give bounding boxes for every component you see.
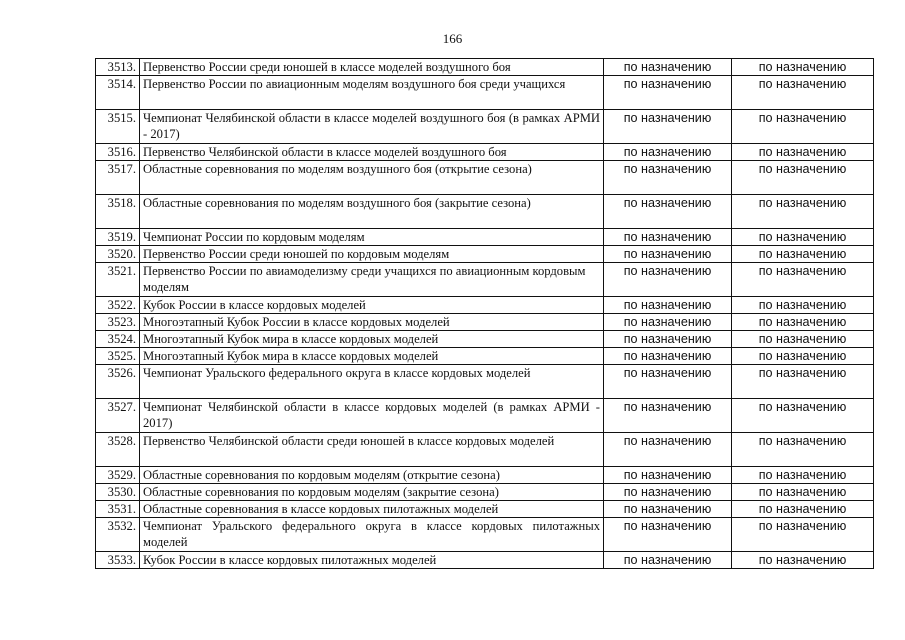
event-title: Областные соревнования в классе кордовых пилотажных моделей (140, 501, 604, 518)
venue-value: по назначению (732, 399, 874, 433)
venue-value: по назначению (732, 59, 874, 76)
table-row (96, 365, 874, 399)
schedule-value: по назначению (604, 297, 732, 314)
table-row (96, 501, 874, 518)
schedule-value: по назначению (604, 161, 732, 195)
event-title: Областные соревнования по моделям воздушного боя (закрытие сезона) (140, 195, 604, 229)
row-number: 3524. (96, 331, 140, 348)
event-title: Первенство России по авиамоделизму среди учащихся по авиационным кордовым моделям (140, 263, 604, 297)
schedule-value: по назначению (604, 331, 732, 348)
venue-value: по назначению (732, 195, 874, 229)
event-title: Первенство России среди юношей в классе моделей воздушного боя (140, 59, 604, 76)
table-row (96, 76, 874, 110)
event-title: Кубок России в классе кордовых пилотажных моделей (140, 552, 604, 569)
event-title: Многоэтапный Кубок мира в классе кордовых моделей (140, 331, 604, 348)
venue-value: по назначению (732, 331, 874, 348)
row-number: 3513. (96, 59, 140, 76)
table-row (96, 263, 874, 297)
event-title: Многоэтапный Кубок мира в классе кордовых моделей (140, 348, 604, 365)
table-row (96, 246, 874, 263)
event-title: Чемпионат России по кордовым моделям (140, 229, 604, 246)
venue-value: по назначению (732, 348, 874, 365)
event-title: Чемпионат Челябинской области в классе моделей воздушного боя (в рамках АРМИ - 2017) (140, 110, 604, 144)
event-title: Первенство Челябинской области в классе моделей воздушного боя (140, 144, 604, 161)
event-title: Чемпионат Челябинской области в классе кордовых моделей (в рамках АРМИ - 2017) (140, 399, 604, 433)
schedule-value: по назначению (604, 518, 732, 552)
schedule-value: по назначению (604, 246, 732, 263)
table-row (96, 144, 874, 161)
schedule-value: по назначению (604, 484, 732, 501)
venue-value: по назначению (732, 263, 874, 297)
row-number: 3516. (96, 144, 140, 161)
table-row (96, 229, 874, 246)
table-row (96, 467, 874, 484)
schedule-value: по назначению (604, 195, 732, 229)
venue-value: по назначению (732, 246, 874, 263)
schedule-value: по назначению (604, 59, 732, 76)
row-number: 3527. (96, 399, 140, 433)
table-row (96, 59, 874, 76)
event-title: Чемпионат Уральского федерального округа в классе кордовых пилотажных моделей (140, 518, 604, 552)
schedule-value: по назначению (604, 399, 732, 433)
row-number: 3517. (96, 161, 140, 195)
venue-value: по назначению (732, 314, 874, 331)
event-title: Областные соревнования по моделям воздушного боя (открытие сезона) (140, 161, 604, 195)
row-number: 3528. (96, 433, 140, 467)
table-row (96, 484, 874, 501)
schedule-value: по назначению (604, 144, 732, 161)
table-row (96, 195, 874, 229)
table-row (96, 161, 874, 195)
table-row (96, 314, 874, 331)
event-title: Первенство России по авиационным моделям воздушного боя среди учащихся (140, 76, 604, 110)
venue-value: по назначению (732, 110, 874, 144)
row-number: 3518. (96, 195, 140, 229)
table-row (96, 297, 874, 314)
venue-value: по назначению (732, 467, 874, 484)
schedule-value: по назначению (604, 263, 732, 297)
venue-value: по назначению (732, 144, 874, 161)
schedule-value: по назначению (604, 501, 732, 518)
venue-value: по назначению (732, 518, 874, 552)
event-title: Многоэтапный Кубок России в классе кордовых моделей (140, 314, 604, 331)
page-number: 166 (442, 31, 463, 46)
row-number: 3514. (96, 76, 140, 110)
row-number: 3519. (96, 229, 140, 246)
table-row (96, 552, 874, 569)
row-number: 3521. (96, 263, 140, 297)
row-number: 3522. (96, 297, 140, 314)
row-number: 3530. (96, 484, 140, 501)
event-title: Первенство Челябинской области среди юношей в классе кордовых моделей (140, 433, 604, 467)
row-number: 3520. (96, 246, 140, 263)
venue-value: по назначению (732, 365, 874, 399)
venue-value: по назначению (732, 297, 874, 314)
schedule-value: по назначению (604, 348, 732, 365)
event-title: Чемпионат Уральского федерального округа в классе кордовых моделей (140, 365, 604, 399)
event-title: Кубок России в классе кордовых моделей (140, 297, 604, 314)
event-title: Областные соревнования по кордовым моделям (открытие сезона) (140, 467, 604, 484)
row-number: 3523. (96, 314, 140, 331)
schedule-value: по назначению (604, 552, 732, 569)
venue-value: по назначению (732, 229, 874, 246)
schedule-value: по назначению (604, 433, 732, 467)
events-table (95, 58, 874, 569)
venue-value: по назначению (732, 484, 874, 501)
event-title: Областные соревнования по кордовым моделям (закрытие сезона) (140, 484, 604, 501)
row-number: 3529. (96, 467, 140, 484)
row-number: 3533. (96, 552, 140, 569)
row-number: 3525. (96, 348, 140, 365)
venue-value: по назначению (732, 161, 874, 195)
schedule-value: по назначению (604, 229, 732, 246)
venue-value: по назначению (732, 76, 874, 110)
schedule-value: по назначению (604, 467, 732, 484)
row-number: 3532. (96, 518, 140, 552)
row-number: 3531. (96, 501, 140, 518)
schedule-value: по назначению (604, 314, 732, 331)
venue-value: по назначению (732, 552, 874, 569)
table-row (96, 433, 874, 467)
venue-value: по назначению (732, 501, 874, 518)
venue-value: по назначению (732, 433, 874, 467)
schedule-value: по назначению (604, 110, 732, 144)
table-row (96, 518, 874, 552)
table-row (96, 348, 874, 365)
schedule-value: по назначению (604, 76, 732, 110)
table-row (96, 110, 874, 144)
row-number: 3526. (96, 365, 140, 399)
table-row (96, 399, 874, 433)
row-number: 3515. (96, 110, 140, 144)
schedule-value: по назначению (604, 365, 732, 399)
table-row (96, 331, 874, 348)
event-title: Первенство России среди юношей по кордовым моделям (140, 246, 604, 263)
